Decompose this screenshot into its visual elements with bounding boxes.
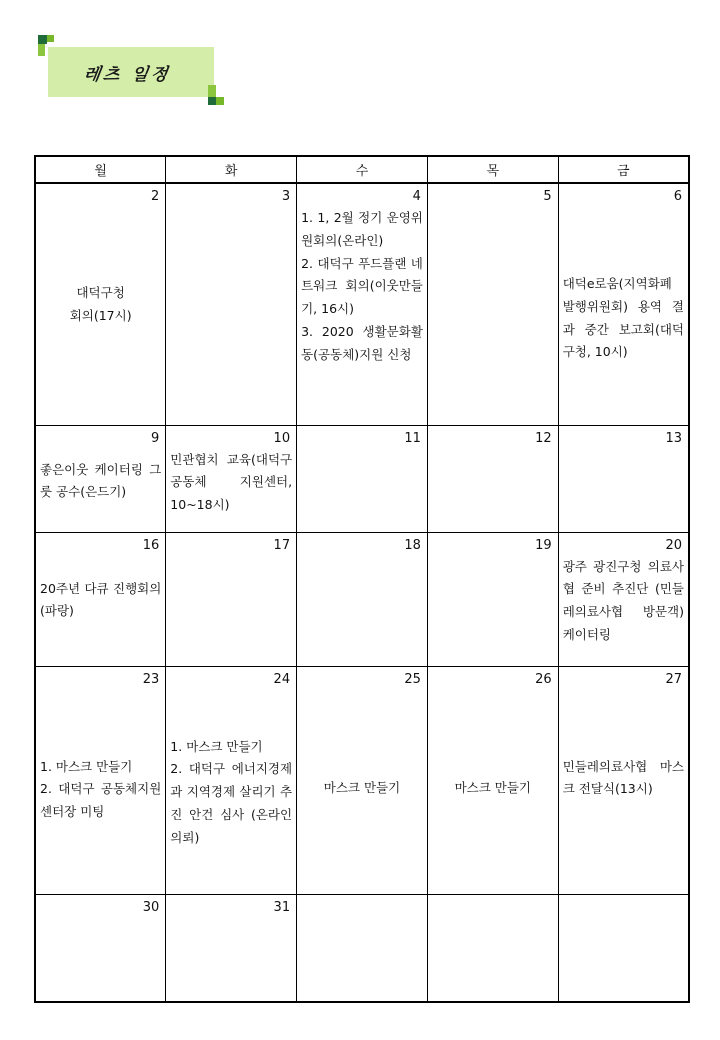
day-cell: [166, 666, 297, 894]
week-row: [35, 532, 689, 666]
day-number: 13: [665, 430, 682, 446]
weekday-header-row: [35, 156, 689, 183]
day-cell: [297, 183, 428, 425]
day-cell: [427, 532, 558, 666]
event-line: 1. 마스크 만들기: [40, 758, 133, 774]
day-number: 12: [535, 430, 552, 446]
event-text: [432, 777, 554, 800]
day-number: 6: [673, 189, 682, 204]
day-cell: [166, 894, 297, 1002]
day-cell: [427, 894, 558, 1002]
event-line: 3. 2020 생활문화활동(공동체)지원 신청: [301, 323, 423, 362]
day-cell: [35, 532, 166, 666]
day-cell: [558, 425, 689, 532]
event-text: [170, 449, 292, 517]
event-line: 2. 대덕구 푸드플랜 네트워크 회의(이웃만들기, 16시): [301, 255, 423, 317]
event-text: [563, 273, 684, 364]
event-line: 2. 대덕구 에너지경제과 지역경제 살리기 추진 안건 심사 (온라인 의뢰): [170, 761, 293, 845]
day-number: 23: [142, 671, 160, 687]
event-line: 1. 1, 2월 정기 운영위원회의(온라인): [301, 210, 423, 248]
day-cell: [166, 532, 297, 666]
week-row: [35, 183, 689, 425]
event-line: 민관협치 교육(대덕구 공동체 지원센터, 10~18시): [170, 451, 293, 513]
week-row: [35, 894, 689, 1002]
weekday-header: 금: [558, 156, 689, 183]
day-cell: [427, 666, 558, 894]
day-cell: [558, 894, 689, 1002]
event-line: 대덕e로움(지역화폐 발행위원회) 용역 결과 중간 보고회(대덕구청, 10시): [562, 276, 684, 360]
title-box: [48, 47, 214, 97]
day-number: 27: [665, 671, 682, 687]
day-cell: [297, 666, 428, 894]
calendar-table: [34, 155, 690, 1003]
day-cell: [166, 183, 297, 425]
event-text: [40, 578, 161, 624]
day-number: 5: [543, 189, 552, 204]
day-number: 16: [142, 537, 160, 553]
day-cell: [297, 425, 428, 532]
day-number: 25: [404, 671, 421, 687]
day-cell: [35, 666, 166, 894]
event-line: 20주년 다큐 진행회의(파랑): [40, 580, 162, 619]
event-text: [301, 777, 423, 800]
day-number: 30: [142, 899, 160, 915]
event-line: 마스크 만들기: [323, 779, 401, 795]
decor-square: [38, 44, 45, 56]
day-cell: [166, 425, 297, 532]
day-cell: [427, 425, 558, 532]
day-number: 2: [151, 189, 160, 204]
day-cell: [35, 183, 166, 425]
event-text: [170, 736, 292, 850]
day-number: 20: [665, 537, 682, 553]
day-number: 3: [281, 189, 291, 204]
page-title: 레츠 일정: [82, 64, 172, 85]
event-text: [563, 756, 684, 802]
event-line: 1. 마스크 만들기: [170, 738, 263, 754]
day-cell: [297, 894, 428, 1002]
day-number: 31: [273, 899, 291, 915]
day-number: 11: [404, 430, 421, 446]
day-cell: [558, 183, 689, 425]
day-number: 18: [404, 537, 421, 553]
event-line: 광주 광진구청 의료사협 준비 추진단 (민들레의료사협 방문객) 케이터링: [562, 558, 684, 642]
week-row: [35, 425, 689, 532]
title-badge: [36, 33, 226, 111]
day-number: 4: [412, 189, 421, 204]
weekday-header: 목: [427, 156, 558, 183]
event-line: 회의(17시): [69, 307, 132, 323]
event-text: [40, 282, 161, 328]
day-cell: [558, 532, 689, 666]
event-text: [301, 207, 423, 367]
day-cell: [35, 894, 166, 1002]
event-text: [40, 756, 161, 824]
decor-square: [47, 35, 54, 42]
day-number: 9: [151, 430, 160, 446]
event-text: [563, 556, 684, 647]
day-number: 10: [273, 430, 291, 446]
decor-square: [208, 97, 216, 105]
day-cell: [35, 425, 166, 532]
day-cell: [297, 532, 428, 666]
day-cell: [427, 183, 558, 425]
event-line: 2. 대덕구 공동체지원센터장 미팅: [40, 781, 162, 820]
day-number: 17: [273, 537, 291, 553]
event-line: 민들레의료사협 마스크 전달식(13시): [562, 758, 684, 797]
decor-square: [208, 85, 216, 97]
event-line: 마스크 만들기: [454, 779, 531, 795]
event-line: 대덕구청: [76, 285, 125, 300]
event-line: 좋은이웃 케이터링 그룻 공수(은드기): [40, 461, 162, 500]
decor-square: [38, 35, 47, 44]
event-text: [40, 459, 161, 505]
weekday-header: 수: [297, 156, 428, 183]
decor-square: [216, 97, 224, 105]
week-row: [35, 666, 689, 894]
day-number: 26: [535, 671, 552, 687]
weekday-header: 화: [166, 156, 297, 183]
weekday-header: 월: [35, 156, 166, 183]
day-number: 24: [273, 671, 291, 687]
day-number: 19: [535, 537, 552, 553]
day-cell: [558, 666, 689, 894]
